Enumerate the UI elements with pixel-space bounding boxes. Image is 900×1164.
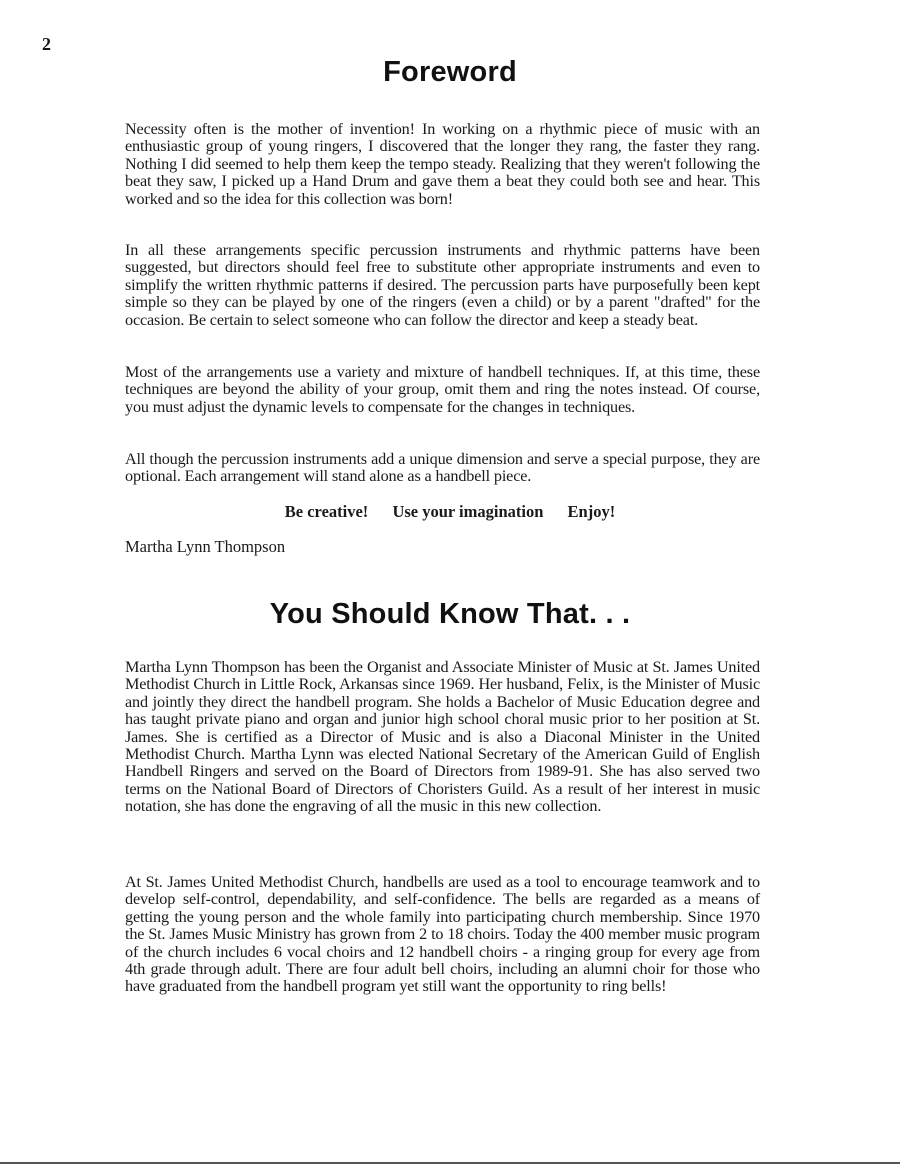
page-number: 2 [42,34,51,54]
foreword-title: Foreword [383,56,517,88]
slogan-enjoy: Enjoy! [567,502,616,521]
bio-paragraph-1: Martha Lynn Thompson has been the Organist and Associate Minister of Music at St. James United Methodist Church in Little Rock, Arkansas since 1969. Her husband, Felix, is the Minister of Music and jointly they direct the handbell program. She holds a Bachelor of Music Education degree and has taught private piano and organ and junior high school choral music prior to her position at St. James. She is certified as a Director of Music and is also a Diaconal Minister in the United Methodist Church. Martha Lynn was elected National Secretary of the American Guild of English Handbell Ringers and served on the Board of Directors from 1989-91. She has also served two terms on the National Board of Directors of Choristers Guild. As a result of her interest in music notation, she has done the engraving of all the music in this new collection. [125,658,760,816]
bio-paragraph-2: At St. James United Methodist Church, handbells are used as a tool to encourage teamwork and to develop self-control, dependability, and self-confidence. The bells are regarded as a means of getting the young person and the whole family into participating church membership. Since 1970 the St. James Music Ministry has grown from 2 to 18 choirs. Today the 400 member music program of the church includes 6 vocal choirs and 12 handbell choirs - a ringing group for every age from 4th grade through adult. There are four adult bell choirs, including an alumni choir for those who have graduated from the handbell program yet still want the opportunity to ring bells! [125,873,760,996]
signature: Martha Lynn Thompson [125,537,286,556]
foreword-paragraph-3: Most of the arrangements use a variety and mixture of handbell techniques. If, at this time, these techniques are beyond the ability of your group, omit them and ring the notes instead. Of course, you must adjust the dynamic levels to compensate for the changes in techniques. [125,363,760,416]
you-should-know-title: You Should Know That. . . [269,598,631,630]
slogan-line [0,502,900,522]
foreword-paragraph-1: Necessity often is the mother of invention! In working on a rhythmic piece of music with an enthusiastic group of young ringers, I discovered that the longer they rang, the faster they rang. Nothing I did seemed to help them keep the tempo steady. Realizing that they weren't following the beat they saw, I picked up a Hand Drum and gave them a beat they could both see and hear. This worked and so the idea for this collection was born! [125,120,760,208]
slogan-be-creative: Be creative! [284,502,369,521]
foreword-paragraph-4: All though the percussion instruments add a unique dimension and serve a special purpose, they are optional. Each arrangement will stand alone as a handbell piece. [125,450,760,486]
foreword-paragraph-2: In all these arrangements specific percussion instruments and rhythmic patterns have been suggested, but directors should feel free to substitute other appropriate instruments and even to simplify the written rhythmic patterns if desired. The percussion parts have purposefully been kept simple so they can be played by one of the ringers (even a child) or by a parent "drafted" for the occasion. Be certain to select someone who can follow the director and keep a steady beat. [125,241,760,329]
slogan-use-imagination: Use your imagination [392,502,544,521]
